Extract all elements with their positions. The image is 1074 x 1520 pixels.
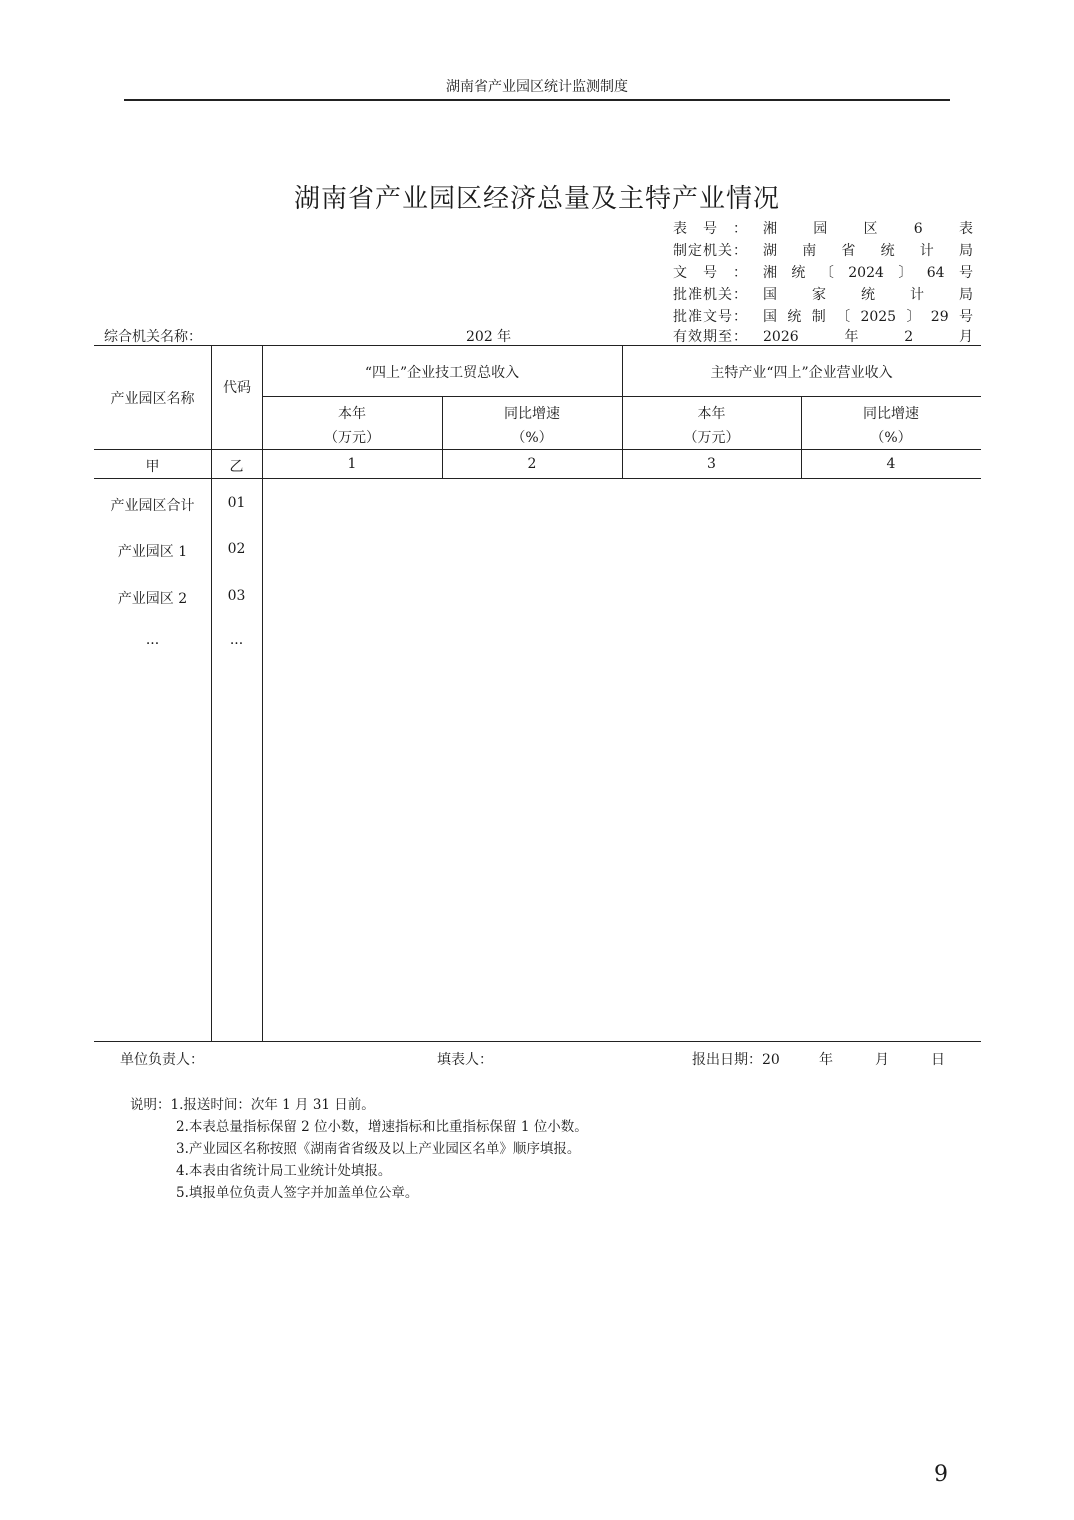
row-code-ellipsis: ··· — [229, 636, 244, 652]
footer-unit-head: 单位负责人： — [120, 1052, 204, 1068]
header-bottom-border — [94, 449, 981, 450]
meta-row-document-number — [673, 262, 973, 284]
subheader-current-year: 本年 — [697, 406, 726, 422]
row-name-ellipsis: ··· — [145, 636, 160, 652]
subheader-unit: （万元） — [324, 430, 380, 446]
note-line: 4.本表由省统计局工业统计处填报。 — [176, 1163, 392, 1179]
org-name-label: 综合机关名称： — [104, 329, 202, 345]
table-bottom-border — [94, 1041, 981, 1042]
row-name-park-2: 产业园区 2 — [117, 591, 188, 607]
row-name-park-1: 产业园区 1 — [117, 544, 188, 560]
subheader-yoy-growth: 同比增速 — [504, 406, 560, 422]
index-cell: 1 — [347, 456, 357, 472]
footer-day: 日 — [931, 1052, 945, 1068]
running-header: 湖南省产业园区统计监测制度 — [446, 79, 628, 95]
subheader-unit: （%） — [511, 430, 553, 446]
meta-row-form-number — [673, 218, 973, 240]
subheader-yoy-growth: 同比增速 — [863, 406, 919, 422]
index-row-border — [94, 478, 981, 479]
footer-year: 年 — [819, 1052, 833, 1068]
header-main-industry-revenue: 主特产业“四上”企业营业收入 — [710, 365, 893, 381]
page-number: 9 — [934, 1462, 948, 1487]
meta-label: 制定机关： — [673, 243, 747, 259]
footer-month: 月 — [875, 1052, 889, 1068]
row-code-total: 01 — [227, 495, 246, 511]
note-line: 2.本表总量指标保留 2 位小数，增速指标和比重指标保留 1 位小数。 — [176, 1119, 588, 1135]
report-year: 202 年 — [466, 329, 512, 345]
meta-row-approving-authority — [673, 284, 973, 306]
index-cell: 4 — [886, 456, 896, 472]
index-cell: 乙 — [229, 459, 244, 475]
footer-filler: 填表人： — [437, 1052, 493, 1068]
subheader-unit: （%） — [870, 430, 912, 446]
index-cell: 3 — [707, 456, 716, 472]
subheader-unit: （万元） — [683, 430, 740, 446]
col-divider-code — [262, 345, 263, 1041]
meta-value: 湘园区6表 — [763, 221, 973, 237]
meta-label: 表号： — [673, 221, 747, 237]
meta-value: 湖南省统计局 — [763, 243, 973, 259]
row-code-park-2: 03 — [227, 588, 246, 604]
meta-row-issuing-authority — [673, 240, 973, 262]
meta-value: 2026年2月 — [763, 329, 973, 345]
table-top-border — [94, 345, 981, 346]
index-cell: 2 — [527, 456, 537, 472]
header-code: 代码 — [223, 380, 251, 396]
index-cell: 甲 — [145, 459, 160, 475]
row-name-total: 产业园区合计 — [110, 498, 195, 514]
note-line: 3.产业园区名称按照《湖南省省级及以上产业园区名单》顺序填报。 — [176, 1141, 581, 1157]
meta-value: 湘统〔2024〕64号 — [763, 265, 973, 281]
meta-row-approval-number — [673, 306, 973, 328]
meta-label: 批准机关： — [673, 287, 747, 303]
header-park-name: 产业园区名称 — [110, 391, 195, 407]
meta-value: 国统制〔2025〕29号 — [763, 309, 973, 325]
note-line: 5.填报单位负责人签字并加盖单位公章。 — [176, 1185, 419, 1201]
page-title: 湖南省产业园区经济总量及主特产业情况 — [293, 184, 780, 214]
notes — [130, 1094, 588, 1204]
subheader-current-year: 本年 — [338, 406, 366, 422]
meta-label: 有效期至： — [673, 329, 747, 345]
meta-label: 批准文号： — [673, 309, 747, 325]
footer-report-date: 报出日期：20 — [692, 1052, 780, 1068]
row-code-park-1: 02 — [227, 541, 246, 557]
note-line: 说明：1.报送时间：次年 1 月 31 日前。 — [130, 1097, 375, 1113]
meta-label: 文号： — [673, 265, 747, 281]
meta-value: 国家统计局 — [763, 287, 973, 303]
col-divider-name — [211, 345, 212, 1041]
header-total-revenue: “四上”企业技工贸总收入 — [364, 365, 520, 381]
header-rule — [124, 99, 950, 101]
